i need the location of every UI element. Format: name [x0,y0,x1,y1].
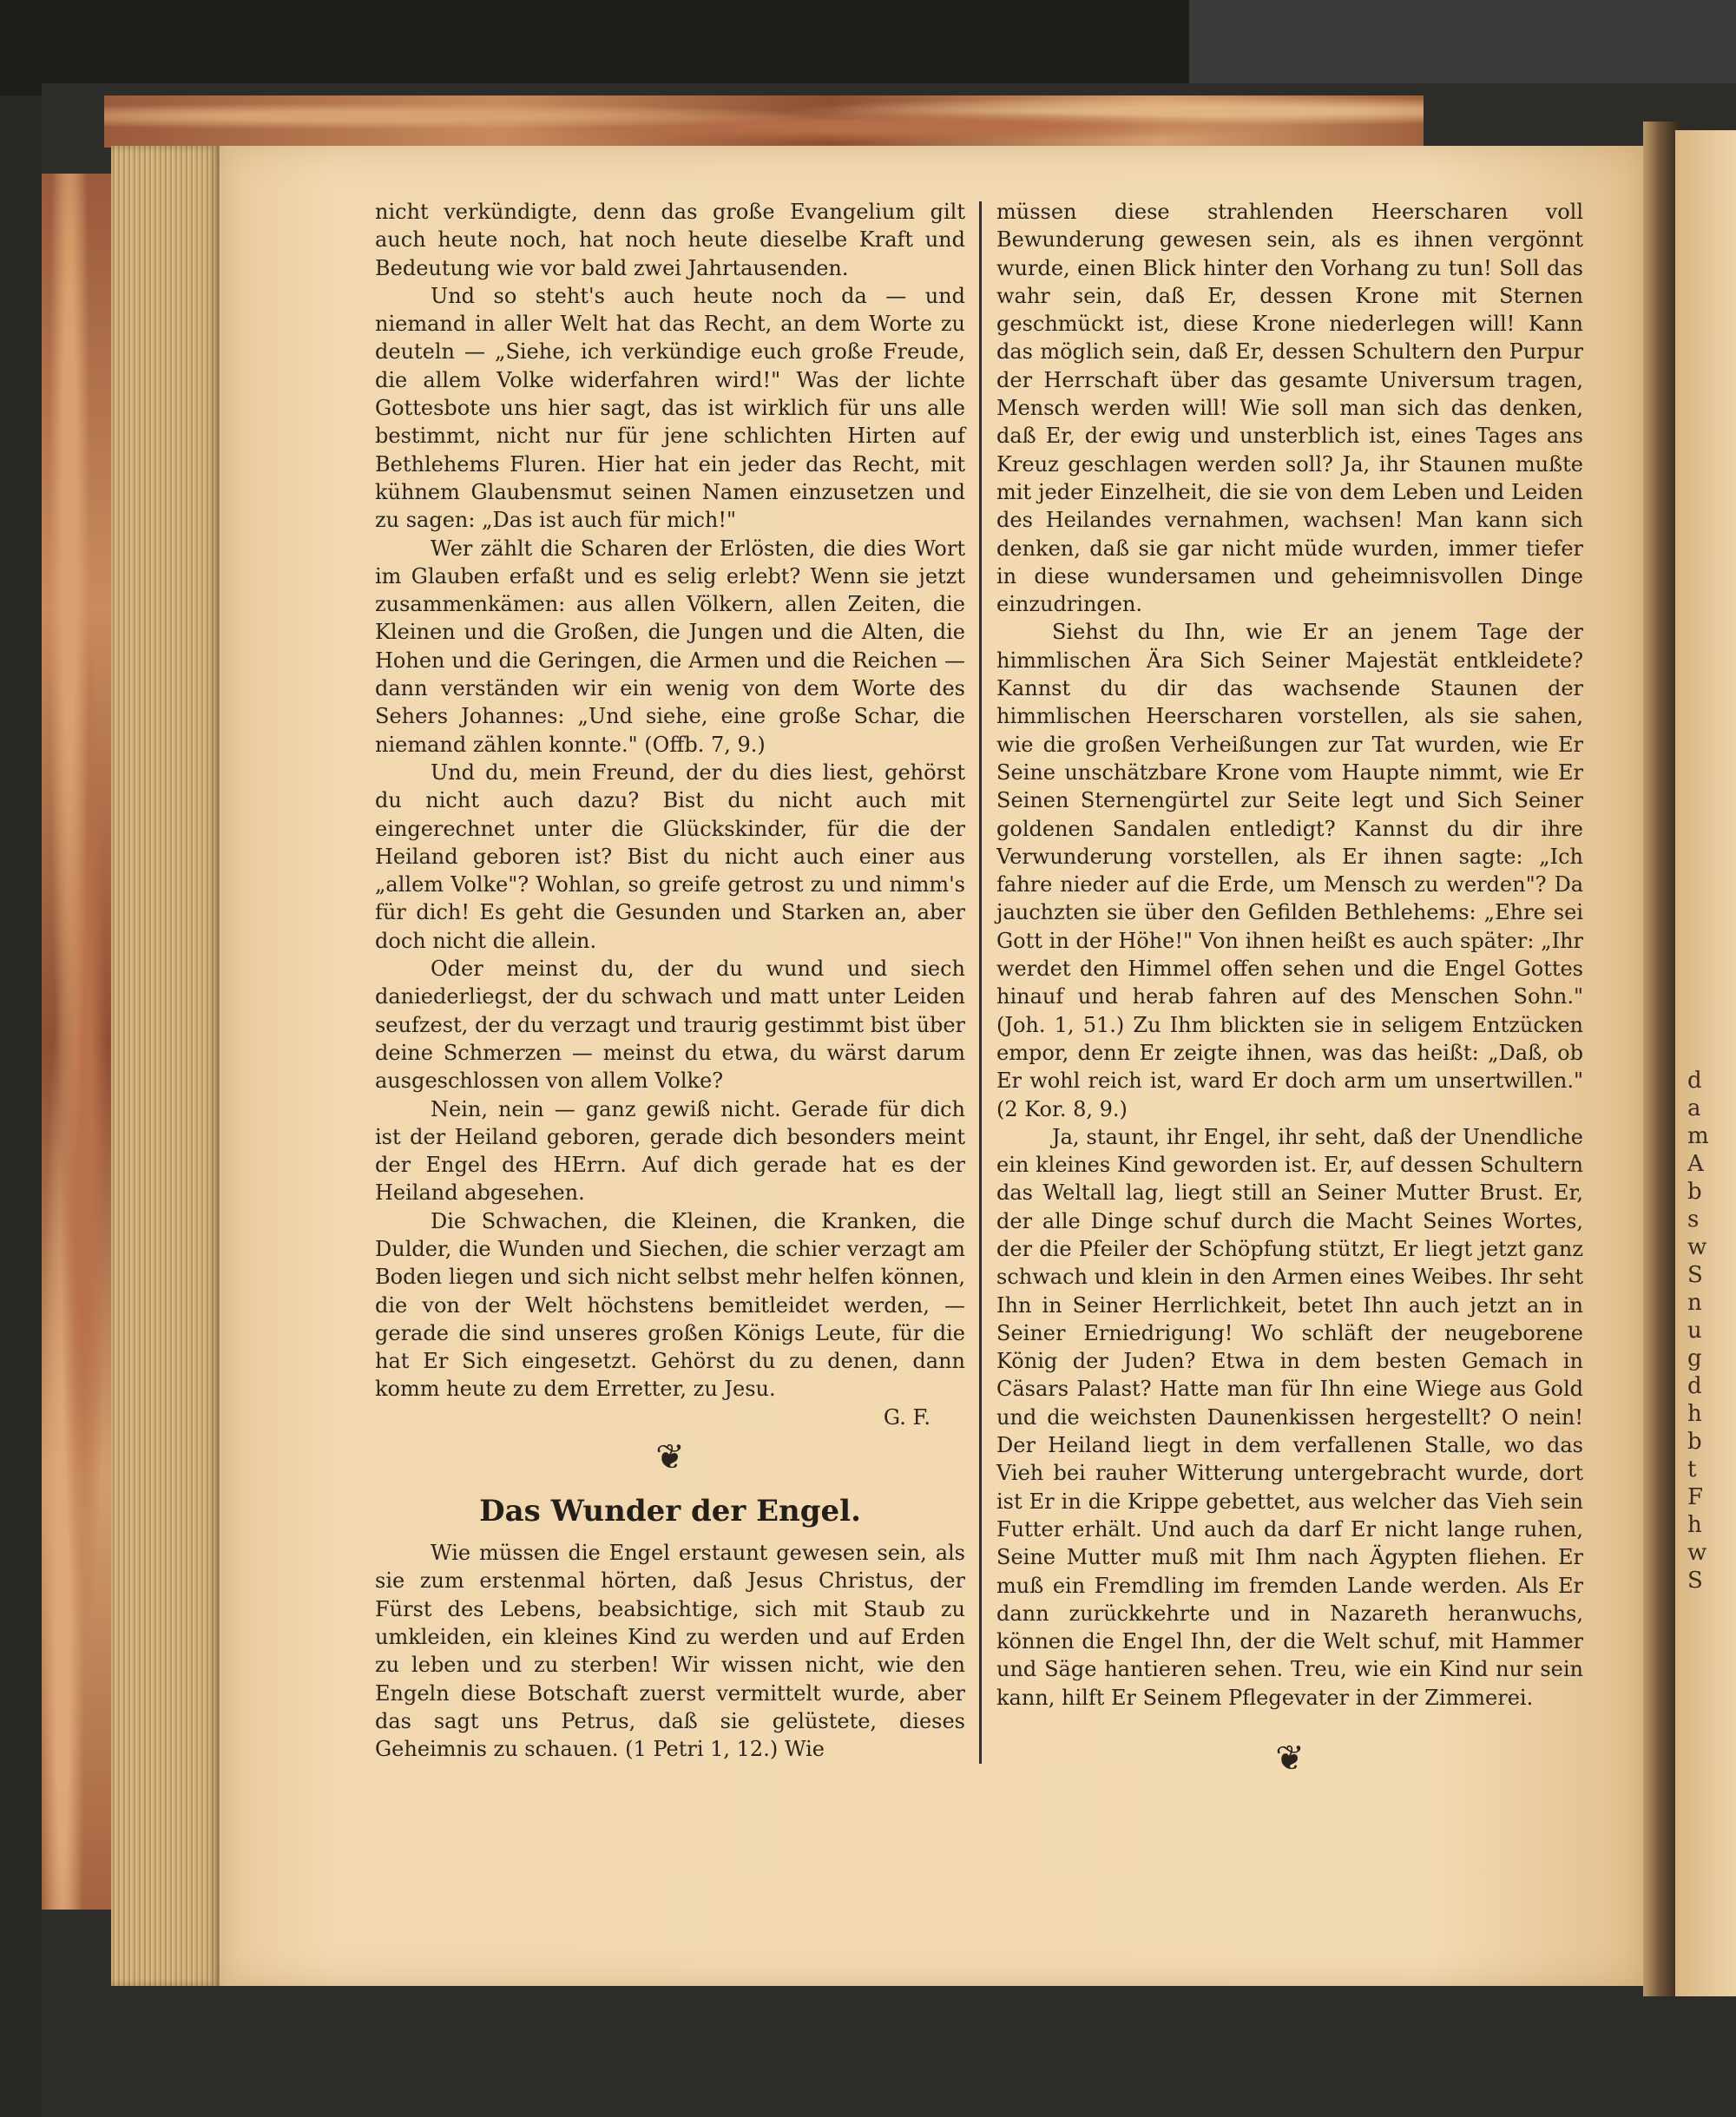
signature: G. F. [883,1404,930,1430]
marbled-edge-left [42,174,111,1910]
facing-page-fragment: w [1687,1234,1707,1260]
paragraph: Nein, nein — ganz gewiß nicht. Gerade für dich ist der Heiland geboren, gerade dich besonders meint der Engel des HErrn. Auf dich gerade hat es der Heiland abgesehen. [375,1096,965,1206]
facing-page-fragment: n [1687,1290,1702,1316]
paragraph: Ja, staunt, ihr Engel, ihr seht, daß der Unendliche ein kleines Kind geworden ist. Er, auf dessen Schultern das Weltall lag, liegt still an Seiner Mutter Brust. Er, der alle Dinge schuf durch die Macht Seines Wortes, der die Pfeiler der Schöpfung stützt, Er liegt jetzt ganz schwach und klein in den Armen eines Weibes. Ihr seht Ihn in Seiner Herrlichkeit, betet Ihn auch jetzt an in Seiner Erniedrigung! Wo schläft der neugeborene König der Juden? Etwa in dem besten Gemach in Cäsars Palast? Hatte man für Ihn eine Wiege aus Gold und die weichsten Daunenkissen hergestellt? O nein! Der Heiland liegt in dem verfallenen Stalle, wo das Vieh bei rauher Witterung untergebracht wurde, dort ist Er in die Krippe gebettet, aus welcher das Vieh sein Futter erhält. Und auch da darf Er nicht lange ruhen, Seine Mutter muß mit Ihm nach Ägypten fliehen. Er muß ein Fremdling im fremden Lande werden. Als Er dann zurückkehrte und in Nazareth heranwuchs, können die Engel Ihn, der die Welt schuf, mit Hammer und Säge hantieren sehen. Treu, wie ein Kind nur sein kann, hilft Er Seinem Pflegevater in der Zimmerei. [996,1124,1583,1710]
paragraph: Die Schwachen, die Kleinen, die Kranken, die Dulder, die Wunden und Siechen, die schier verzagt am Boden liegen und sich nicht selbst mehr helfen können, die von der Welt höchstens bemitleidet werden, — gerade die sind unseres großen Königs Leute, für die hat Er Sich eingesetzt. Gehörst du zu denen, dann komm heute zu dem Erretter, zu Jesu. [375,1208,965,1402]
page-edges [111,146,220,1986]
signature-line [375,1404,965,1431]
facing-page-fragment: m [1687,1123,1709,1149]
paragraph: Wer zählt die Scharen der Erlösten, die dies Wort im Glauben erfaßt und es selig erlebt? Wenn sie jetzt zusammenkämen: aus allen Völkern, allen Zeiten, die Kleinen und die Großen, die Jungen und die Alten, die Hohen und die Geringen, die Armen und die Reichen — dann verständen wir ein wenig von dem Worte des Sehers Johannes: „Und siehe, eine große Schar, die niemand zählen konnte." (Offb. 7, 9.) [375,536,965,757]
paragraph: Oder meinst du, der du wund und siech daniederliegst, der du schwach und matt unter Leiden seufzest, der du verzagt und traurig gestimmt bist über deine Schmerzen — meinst du etwa, du wärst darum ausgeschlossen von allem Volke? [375,957,965,1094]
facing-page-fragment: a [1687,1095,1701,1121]
facing-page-fragment: F [1687,1484,1704,1510]
marbled-edge-top [104,95,1424,148]
facing-page-fragment: w [1687,1540,1707,1566]
right-column [996,198,1583,1785]
left-column [375,198,965,1763]
book-gutter [1643,122,1678,1996]
facing-page-fragment: b [1687,1179,1702,1205]
facing-page-edge [1675,130,1736,1996]
column-divider [979,201,982,1764]
paragraph: nicht verkündigte, denn das große Evangelium gilt auch heute noch, hat noch heute dieselbe Kraft und Bedeutung wie vor bald zwei Jahrtausenden. [375,200,965,280]
paragraph: Siehst du Ihn, wie Er an jenem Tage der himmlischen Ära Sich Seiner Majestät entkleidete? Kannst du dir das wachsende Staunen der himmlischen Heerscharen vorstellen, als sie sahen, wie die großen Verheißungen zur Tat wurden, wie Er Seine unschätzbare Krone vom Haupte nimmt, wie Er Seinen Sternengürtel zur Seite legt und Sich Seiner goldenen Sandalen entledigt? Kannst du dir ihre Verwunderung vorstellen, als Er ihnen sagte: „Ich fahre nieder auf die Erde, um Mensch zu werden"? Da jauchzten sie über den Gefilden Bethlehems: „Ehre sei Gott in der Höhe!" Von ihnen heißt es auch später: „Ihr werdet den Himmel offen sehen und die Engel Gottes hinauf und herab fahren auf des Menschen Sohn." (Joh. 1, 51.) Zu Ihm blickten sie in seligem Entzücken empor, denn Er zeigte ihnen, was das heißt: „Daß, ob Er wohl reich ist, ward Er doch arm um unsertwillen." (2 Kor. 8, 9.) [996,620,1583,1121]
facing-page-fragment: S [1687,1262,1703,1288]
paragraph: Wie müssen die Engel erstaunt gewesen sein, als sie zum erstenmal hörten, daß Jesus Christus, der Fürst des Lebens, beabsichtige, sich mit Staub zu umkleiden, ein kleines Kind zu werden und auf Erden zu leben und zu sterben! Wir wissen nicht, wie den Engeln diese Botschaft zuerst vermittelt wurde, aber das sagt uns Petrus, daß sie gelüstete, dieses Geheimnis zu schauen. (1 Petri 1, 12.) Wie [375,1541,965,1762]
facing-page-fragment: A [1687,1151,1704,1177]
facing-page-fragment: u [1687,1318,1702,1344]
facing-page-fragment: b [1687,1429,1702,1455]
facing-page-fragment: d [1687,1068,1702,1094]
ornament-icon: ❦ [1275,1739,1305,1779]
facing-page-fragment: g [1687,1345,1702,1371]
facing-page-fragment: t [1687,1456,1697,1483]
facing-page-fragment: S [1687,1568,1703,1594]
paragraph: Und so steht's auch heute noch da — und niemand in aller Welt hat das Recht, an dem Worte zu deuteln — „Siehe, ich verkündige euch große Freude, die allem Volke widerfahren wird!" Was der lichte Gottesbote uns hier sagt, das ist wirklich für uns alle bestimmt, nicht nur für jene schlichten Hirten auf Bethlehems Fluren. Hier hat ein jeder das Recht, mit kühnem Glaubensmut seinen Namen einzusetzen und zu sagen: „Das ist auch für mich!" [375,283,965,533]
facing-page-fragment: h [1687,1512,1702,1538]
paragraph: Und du, mein Freund, der du dies liest, gehörst du nicht auch dazu? Bist du nicht auch mit eingerechnet unter die Glückskinder, für die der Heiland geboren ist? Bist du nicht auch einer aus „allem Volke"? Wohlan, so greife getrost zu und nimm's für dich! Es geht die Gesunden und Starken an, aber doch nicht die allein. [375,759,965,953]
facing-page-fragment: h [1687,1401,1702,1427]
paragraph: müssen diese strahlenden Heerscharen voll Bewunderung gewesen sein, als es ihnen vergönnt wurde, einen Blick hinter den Vorhang zu tun! Soll das wahr sein, daß Er, dessen Krone mit Sternen geschmückt ist, diese Krone niederlegen will! Kann das möglich sein, daß Er, dessen Schultern den Purpur der Herrschaft über das gesamte Universum tragen, Mensch werden will! Wie soll man sich das denken, daß Er, der ewig und unsterblich ist, eines Tages ans Kreuz geschlagen werden soll? Ja, ihr Staunen mußte mit jeder Einzelheit, die sie von dem Leben und Leiden des Heilandes vernahmen, wachsen! Man kann sich denken, daß sie gar nicht müde wurden, immer tiefer in diese wundersamen und geheimnisvollen Dinge einzudringen. [996,200,1583,617]
scan-card [1189,0,1736,95]
article-heading: Das Wunder der Engel. [479,1494,861,1529]
facing-page-fragment: d [1687,1373,1702,1399]
facing-page-fragment: s [1687,1206,1700,1233]
ornament-icon: ❦ [655,1437,685,1478]
